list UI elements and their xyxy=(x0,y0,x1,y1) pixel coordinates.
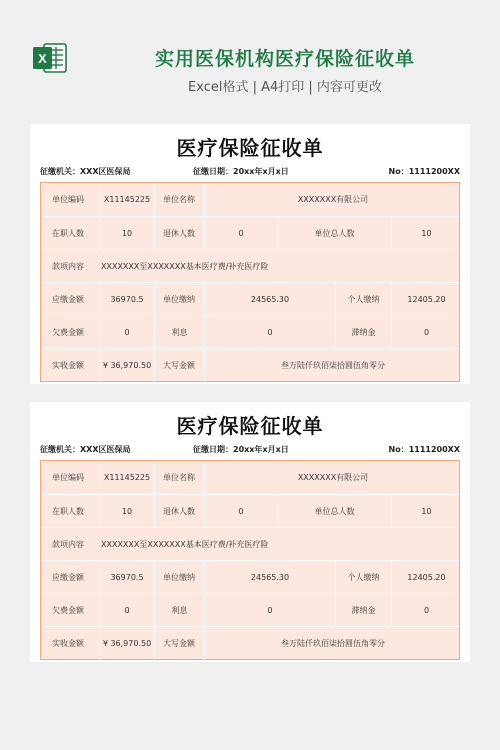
label-cell: 欠费金额 xyxy=(52,328,84,337)
invoice-sheet xyxy=(30,402,470,662)
value-cell[interactable]: 0 xyxy=(204,316,335,349)
value-cell[interactable]: XXXXXXX至XXXXXXX基本医疗费/补充医疗险 xyxy=(101,262,269,271)
label-cell: 滞纳金 xyxy=(335,316,391,349)
value-cell[interactable]: 24565.30 xyxy=(204,283,335,316)
collection-date: 征缴日期：20xx年x月x日 xyxy=(193,445,289,454)
page-title: 实用医保机构医疗保险征收单 xyxy=(154,48,415,70)
table-row xyxy=(41,593,459,627)
invoice-table xyxy=(40,460,460,660)
value-cell[interactable]: 叁万陆仟玖佰柒拾圆伍角零分 xyxy=(204,349,461,382)
label-cell: 退休人数 xyxy=(154,495,204,528)
header xyxy=(0,0,500,112)
table-row xyxy=(41,315,459,349)
value-cell[interactable]: 36970.5 xyxy=(99,283,154,316)
value-cell[interactable]: 12405.20 xyxy=(391,283,461,316)
label-cell: 单位名称 xyxy=(154,461,204,494)
label-cell: 在职人数 xyxy=(52,229,84,238)
label-cell: 单位编码 xyxy=(52,195,84,204)
invoice-table xyxy=(40,182,460,382)
label-cell: 单位缴纳 xyxy=(154,561,204,594)
label-cell: 款项内容 xyxy=(52,540,84,549)
value-cell[interactable]: 36970.5 xyxy=(99,561,154,594)
collector-info: 征缴机关：XXX区医保局 xyxy=(40,445,131,454)
excel-icon xyxy=(32,42,68,74)
label-cell: 大写金额 xyxy=(154,627,204,660)
label-cell: 个人缴纳 xyxy=(335,283,391,316)
page-subtitle: Excel格式 | A4打印 | 内容可更改 xyxy=(188,80,382,95)
collection-date: 征缴日期：20xx年x月x日 xyxy=(193,167,289,176)
value-cell[interactable]: 0 xyxy=(391,594,461,627)
label-cell: 实收金额 xyxy=(52,639,84,648)
label-cell: 滞纳金 xyxy=(335,594,391,627)
value-cell[interactable]: 10 xyxy=(99,495,154,528)
value-cell[interactable]: 0 xyxy=(204,495,277,528)
sheet-title: 医疗保险征收单 xyxy=(176,136,324,160)
value-cell[interactable]: 24565.30 xyxy=(204,561,335,594)
value-cell[interactable]: ¥ 36,970.50 xyxy=(99,627,154,660)
value-cell[interactable]: X11145225 xyxy=(99,183,154,216)
value-cell[interactable]: 0 xyxy=(204,217,277,250)
value-cell[interactable]: 10 xyxy=(391,495,461,528)
table-row xyxy=(41,527,459,561)
invoice-sheet xyxy=(30,124,470,384)
label-cell: 实收金额 xyxy=(52,361,84,370)
label-cell: 欠费金额 xyxy=(52,606,84,615)
table-row xyxy=(41,560,459,594)
value-cell[interactable]: 0 xyxy=(99,316,154,349)
label-cell: 利息 xyxy=(154,316,204,349)
svg-text:X: X xyxy=(38,51,47,66)
value-cell[interactable]: 叁万陆仟玖佰柒拾圆伍角零分 xyxy=(204,627,461,660)
value-cell[interactable]: 0 xyxy=(391,316,461,349)
value-cell[interactable]: ¥ 36,970.50 xyxy=(99,349,154,382)
table-row xyxy=(41,348,459,382)
invoice-number: No：1111200XX xyxy=(388,445,460,454)
table-row xyxy=(41,216,459,250)
value-cell[interactable]: 0 xyxy=(204,594,335,627)
label-cell: 退休人数 xyxy=(154,217,204,250)
value-cell[interactable]: 10 xyxy=(391,217,461,250)
label-cell: 在职人数 xyxy=(52,507,84,516)
table-row xyxy=(41,249,459,283)
table-row xyxy=(41,494,459,528)
sheet-title: 医疗保险征收单 xyxy=(176,414,324,438)
value-cell[interactable]: XXXXXXX有限公司 xyxy=(204,183,461,216)
label-cell: 单位名称 xyxy=(154,183,204,216)
value-cell[interactable]: XXXXXXX至XXXXXXX基本医疗费/补充医疗险 xyxy=(101,540,269,549)
value-cell[interactable]: 12405.20 xyxy=(391,561,461,594)
label-cell: 单位缴纳 xyxy=(154,283,204,316)
value-cell[interactable]: 0 xyxy=(99,594,154,627)
value-cell[interactable]: XXXXXXX有限公司 xyxy=(204,461,461,494)
label-cell: 利息 xyxy=(154,594,204,627)
table-row xyxy=(41,461,459,494)
collector-info: 征缴机关：XXX区医保局 xyxy=(40,167,131,176)
label-cell: 大写金额 xyxy=(154,349,204,382)
label-cell: 款项内容 xyxy=(52,262,84,271)
label-cell: 单位编码 xyxy=(52,473,84,482)
label-cell: 单位总人数 xyxy=(277,495,391,528)
label-cell: 应缴金额 xyxy=(52,295,84,304)
value-cell[interactable]: X11145225 xyxy=(99,461,154,494)
value-cell[interactable]: 10 xyxy=(99,217,154,250)
table-row xyxy=(41,282,459,316)
invoice-number: No：1111200XX xyxy=(388,167,460,176)
label-cell: 单位总人数 xyxy=(277,217,391,250)
table-row xyxy=(41,183,459,216)
table-row xyxy=(41,626,459,660)
label-cell: 个人缴纳 xyxy=(335,561,391,594)
label-cell: 应缴金额 xyxy=(52,573,84,582)
